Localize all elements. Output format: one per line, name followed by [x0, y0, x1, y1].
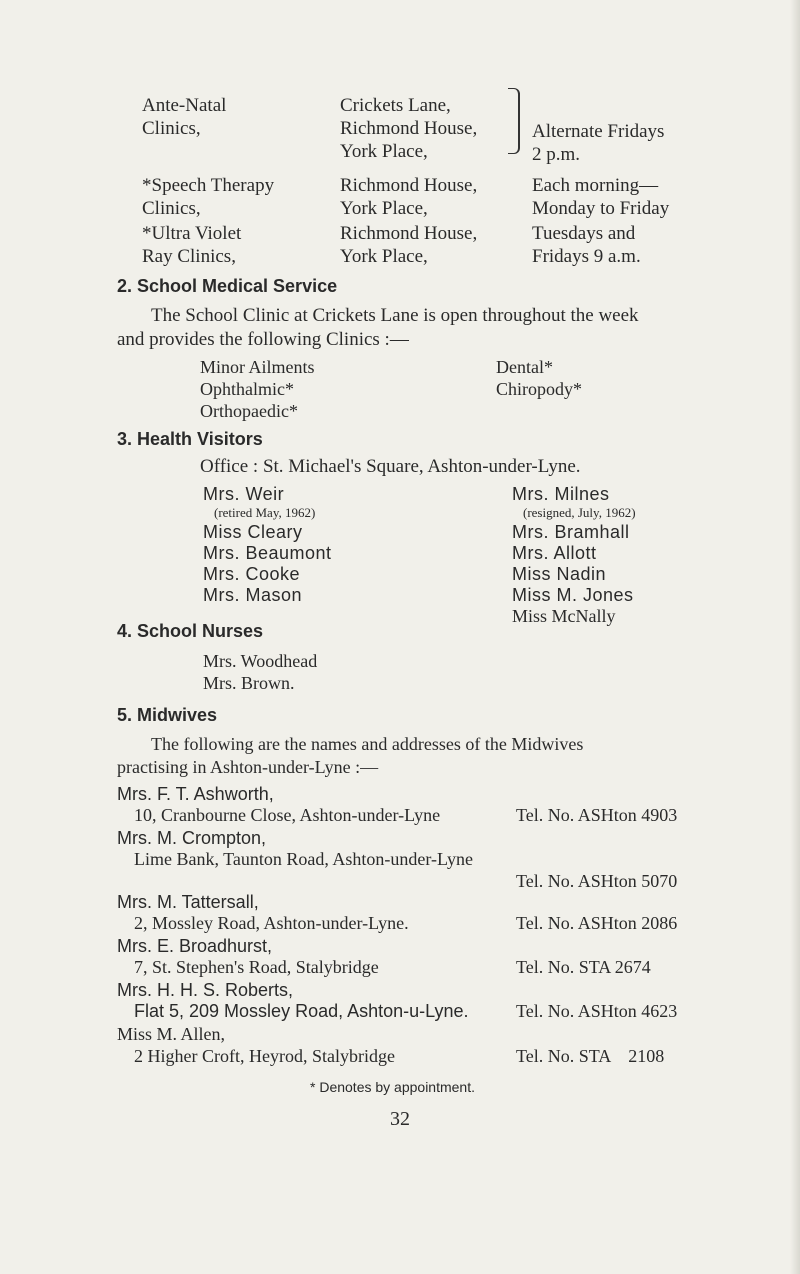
health-visitor-left-note: (retired May, 1962) — [214, 505, 316, 520]
clinic-2-time-line2: Monday to Friday — [532, 198, 670, 219]
clinic-3-time-line2: Fridays 9 a.m. — [532, 246, 641, 267]
midwife-3-address: 2, Mossley Road, Ashton-under-Lyne. — [134, 913, 409, 933]
health-visitor-right-1: Mrs. Milnes — [512, 484, 610, 504]
section-2-heading: 2. School Medical Service — [117, 276, 338, 296]
health-visitor-left-1: Mrs. Weir — [203, 484, 285, 504]
clinic-3-time-line1: Tuesdays and — [532, 223, 636, 244]
school-nurse-2: Mrs. Brown. — [203, 673, 295, 693]
page-edge-shadow — [790, 0, 800, 1274]
section-4-heading: 4. School Nurses — [117, 621, 264, 641]
midwife-1-address: 10, Cranbourne Close, Ashton-under-Lyne — [134, 805, 441, 825]
clinic-3-name-line2: Ray Clinics, — [142, 246, 236, 267]
health-visitor-left-3: Mrs. Beaumont — [203, 543, 332, 563]
midwife-6-address: 2 Higher Croft, Heyrod, Stalybridge — [134, 1046, 395, 1066]
midwife-4-address: 7, St. Stephen's Road, Stalybridge — [134, 957, 379, 977]
section-2-intro-line2: and provides the following Clinics :— — [117, 329, 409, 350]
health-visitor-right-5: Miss M. Jones — [512, 585, 634, 605]
health-visitor-right-3: Mrs. Allott — [512, 543, 597, 563]
clinic-2-place-line2: York Place, — [340, 198, 428, 219]
clinic-3-place-line1: Richmond House, — [340, 223, 478, 244]
health-visitor-right-note: (resigned, July, 1962) — [523, 505, 636, 520]
clinic-1-name-line2: Clinics, — [142, 118, 201, 139]
page-number: 32 — [390, 1108, 410, 1130]
health-visitor-left-4: Mrs. Cooke — [203, 564, 301, 584]
clinic-list-right-1: Dental* — [496, 357, 553, 377]
midwife-5-tel: Tel. No. ASHton 4623 — [516, 1001, 678, 1021]
midwife-5-name: Mrs. H. H. S. Roberts, — [117, 980, 294, 1000]
clinic-3-name-line1: *Ultra Violet — [142, 223, 242, 244]
midwife-6-name: Miss M. Allen, — [117, 1024, 226, 1044]
midwife-3-tel: Tel. No. ASHton 2086 — [516, 913, 678, 933]
brace-bracket — [508, 88, 520, 154]
school-nurse-1: Mrs. Woodhead — [203, 651, 318, 671]
midwife-3-name: Mrs. M. Tattersall, — [117, 892, 259, 912]
clinic-2-time-line1: Each morning— — [532, 175, 659, 196]
clinic-list-left-2: Ophthalmic* — [200, 379, 294, 399]
midwife-6-tel: Tel. No. STA 2108 — [516, 1046, 665, 1066]
midwife-4-tel: Tel. No. STA 2674 — [516, 957, 651, 977]
clinic-2-name-line1: *Speech Therapy — [142, 175, 275, 196]
clinic-1-time-line2: 2 p.m. — [532, 144, 581, 165]
section-2-intro-line1: The School Clinic at Crickets Lane is open throughout the week — [151, 305, 639, 326]
clinic-3-place-line2: York Place, — [340, 246, 428, 267]
clinic-list-left-3: Orthopaedic* — [200, 401, 298, 421]
clinic-1-place-line2: Richmond House, — [340, 118, 478, 139]
health-visitor-right-4: Miss Nadin — [512, 564, 607, 584]
footnote: * Denotes by appointment. — [310, 1079, 475, 1095]
health-visitor-left-5: Mrs. Mason — [203, 585, 303, 605]
clinic-1-place-line1: Crickets Lane, — [340, 95, 451, 116]
midwife-5-address: Flat 5, 209 Mossley Road, Ashton-u-Lyne. — [134, 1001, 469, 1021]
section-5-heading: 5. Midwives — [117, 705, 218, 725]
midwife-2-address: Lime Bank, Taunton Road, Ashton-under-Lyne — [134, 849, 473, 869]
clinic-1-place-line3: York Place, — [340, 141, 428, 162]
health-visitor-right-2: Mrs. Bramhall — [512, 522, 630, 542]
health-visitor-right-6: Miss McNally — [512, 606, 616, 626]
clinic-list-right-2: Chiropody* — [496, 379, 583, 399]
health-visitors-office: Office : St. Michael's Square, Ashton-under-Lyne. — [200, 456, 581, 477]
clinic-1-time-line1: Alternate Fridays — [532, 121, 665, 142]
midwife-1-tel: Tel. No. ASHton 4903 — [516, 805, 678, 825]
midwife-2-tel: Tel. No. ASHton 5070 — [516, 871, 678, 891]
clinic-2-place-line1: Richmond House, — [340, 175, 478, 196]
midwife-1-name: Mrs. F. T. Ashworth, — [117, 784, 274, 804]
midwife-2-name: Mrs. M. Crompton, — [117, 828, 267, 848]
clinic-list-left-1: Minor Ailments — [200, 357, 315, 377]
health-visitor-left-2: Miss Cleary — [203, 522, 303, 542]
section-5-intro-line1: The following are the names and addresses of the Midwives — [151, 734, 584, 754]
section-5-intro-line2: practising in Ashton-under-Lyne :— — [117, 757, 379, 777]
clinic-2-name-line2: Clinics, — [142, 198, 201, 219]
clinic-1-name-line1: Ante-Natal — [142, 95, 227, 116]
midwife-4-name: Mrs. E. Broadhurst, — [117, 936, 273, 956]
section-3-heading: 3. Health Visitors — [117, 429, 263, 449]
